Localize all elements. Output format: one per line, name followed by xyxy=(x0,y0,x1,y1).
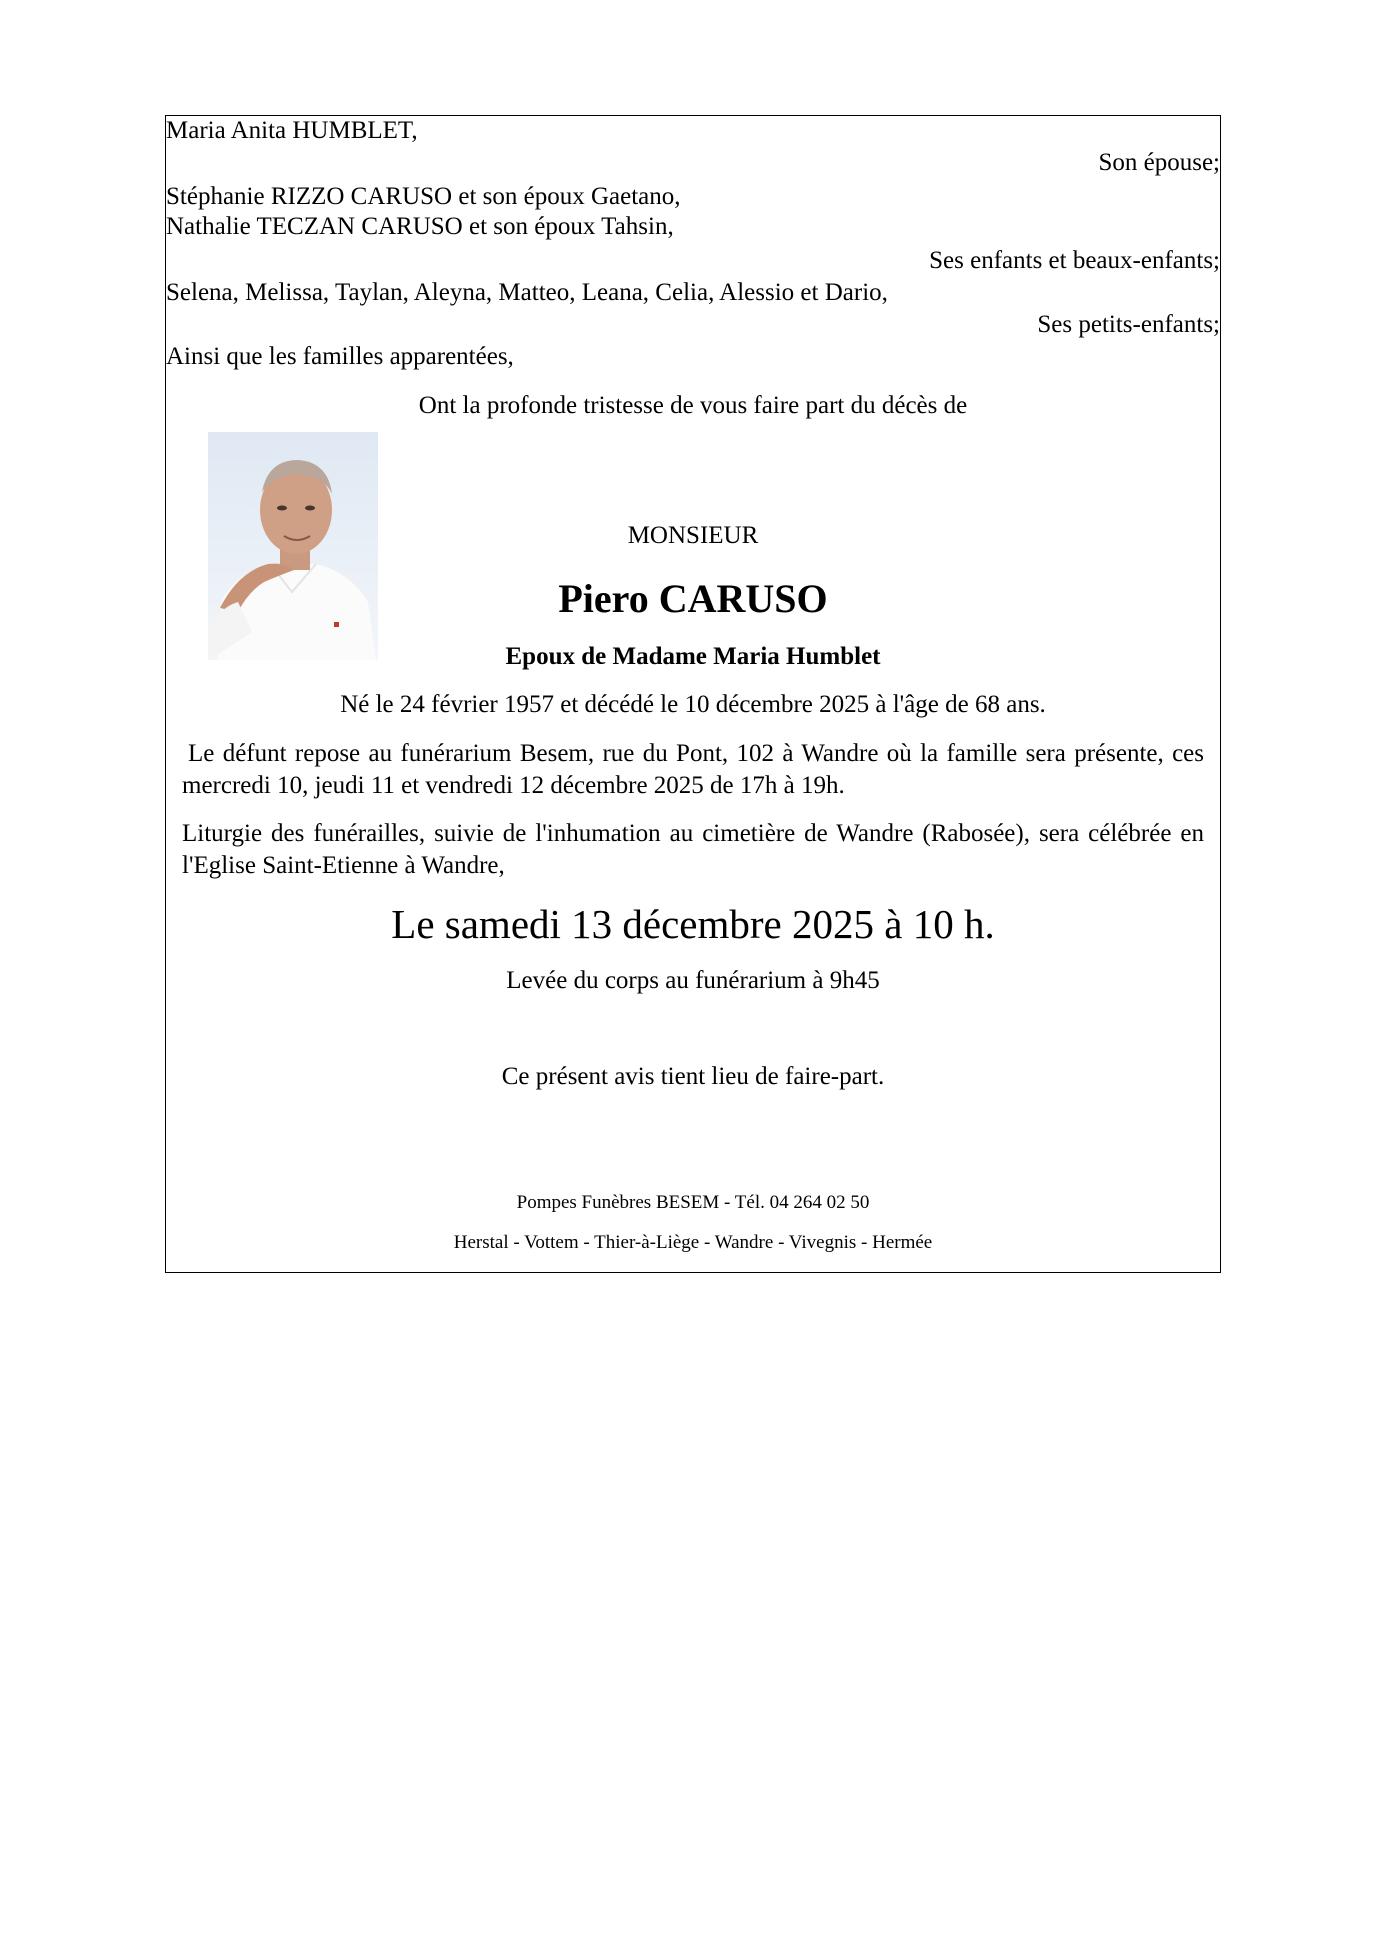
announcement: Ont la profonde tristesse de vous faire part du décès de xyxy=(418,392,968,419)
deceased-title: MONSIEUR xyxy=(627,522,759,549)
obituary-frame xyxy=(165,115,1221,1273)
children-role: Ses enfants et beaux-enfants; xyxy=(929,247,1220,274)
deceased-spouse-of: Epoux de Madame Maria Humblet xyxy=(505,643,881,670)
liturgy-paragraph: Liturgie des funérailles, suivie de l'inhumation au cimetière de Wandre (Rabosée), sera célébrée en l'Eglise Saint-Etienne à Wandre, xyxy=(182,820,1204,879)
funeral-date: Le samedi 13 décembre 2025 à 10 h. xyxy=(391,901,995,947)
funeral-home-contact: Pompes Funèbres BESEM - Tél. 04 264 02 50 xyxy=(516,1192,870,1213)
child-2: Nathalie TECZAN CARUSO et son époux Tahsin, xyxy=(166,213,674,240)
spouse-name: Maria Anita HUMBLET, xyxy=(166,117,418,144)
child-1: Stéphanie RIZZO CARUSO et son époux Gaetano, xyxy=(166,183,681,210)
grandchildren-list: Selena, Melissa, Taylan, Aleyna, Matteo, Leana, Celia, Alessio et Dario, xyxy=(166,279,888,306)
funeral-home-locations: Herstal - Vottem - Thier-à-Liège - Wandre - Vivegnis - Hermée xyxy=(453,1232,933,1253)
deceased-name: Piero CARUSO xyxy=(558,576,828,621)
visitation-paragraph: Le défunt repose au funérarium Besem, rue du Pont, 102 à Wandre où la famille sera présente, ces mercredi 10, jeudi 11 et vendredi 12 décembre 2025 de 17h à 19h. xyxy=(182,740,1204,799)
spouse-role: Son épouse; xyxy=(1098,149,1220,176)
body-removal: Levée du corps au funérarium à 9h45 xyxy=(506,967,880,994)
grandchildren-role: Ses petits-enfants; xyxy=(1037,311,1220,338)
birth-death-dates: Né le 24 février 1957 et décédé le 10 décembre 2025 à l'âge de 68 ans. xyxy=(340,691,1046,718)
related-families: Ainsi que les familles apparentées, xyxy=(166,343,514,370)
notice-text: Ce présent avis tient lieu de faire-part. xyxy=(501,1063,885,1090)
